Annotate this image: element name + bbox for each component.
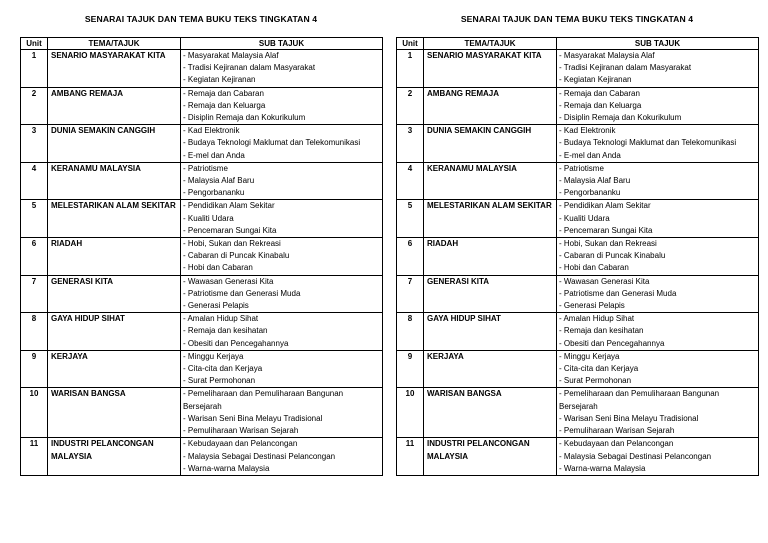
unit-number-cell: 8 — [397, 313, 424, 351]
sub-tajuk-item: - Generasi Pelapis — [559, 301, 625, 311]
sub-tajuk-item: - Remaja dan Cabaran — [183, 88, 264, 98]
sub-tajuk-cell — [557, 87, 759, 125]
sub-tajuk-item: - Budaya Teknologi Maklumat dan Telekomunikasi — [559, 138, 737, 148]
unit-number-cell: 6 — [397, 238, 424, 276]
table-row — [397, 125, 759, 163]
unit-number-cell: 9 — [21, 350, 48, 388]
sub-tajuk-item: - Pendidikan Alam Sekitar — [559, 201, 651, 211]
table-row — [21, 313, 383, 351]
unit-number-cell: 4 — [397, 162, 424, 200]
sub-tajuk-cell — [557, 162, 759, 200]
unit-number-cell: 1 — [397, 50, 424, 88]
page-title: SENARAI TAJUK DAN TEMA BUKU TEKS TINGKATAN 4 — [460, 14, 694, 24]
sub-tajuk-item: - Generasi Pelapis — [183, 301, 249, 311]
sub-tajuk-cell — [557, 438, 759, 476]
sub-tajuk-item: - Malaysia Alaf Baru — [183, 176, 255, 186]
table-row — [397, 50, 759, 88]
tema-cell: GENERASI KITA — [424, 275, 557, 313]
sub-tajuk-item: - Wawasan Generasi Kita — [183, 276, 274, 286]
sub-tajuk-cell — [557, 388, 759, 438]
table-row — [397, 275, 759, 313]
sub-tajuk-item: - Pengorbananku — [559, 188, 621, 198]
sub-tajuk-item: - Kegiatan Kejiranan — [559, 75, 632, 85]
page-title: SENARAI TAJUK DAN TEMA BUKU TEKS TINGKATAN 4 — [84, 14, 318, 24]
table-row — [397, 350, 759, 388]
tema-cell: SENARIO MASYARAKAT KITA — [424, 50, 557, 88]
sub-tajuk-item: - Pengorbananku — [183, 188, 245, 198]
table-row — [21, 87, 383, 125]
tema-cell: KERANAMU MALAYSIA — [48, 162, 181, 200]
unit-number-cell: 8 — [21, 313, 48, 351]
table-header-row — [21, 38, 383, 50]
unit-number-cell: 2 — [397, 87, 424, 125]
unit-number-cell: 5 — [397, 200, 424, 238]
sub-tajuk-cell — [557, 313, 759, 351]
sub-tajuk-cell — [557, 50, 759, 88]
tema-cell: WARISAN BANGSA — [424, 388, 557, 438]
sub-tajuk-item: - Masyarakat Malaysia Alaf — [559, 51, 655, 60]
sub-tajuk-item: - Pencemaran Sungai Kita — [559, 225, 653, 235]
sub-tajuk-item: - Budaya Teknologi Maklumat dan Telekomunikasi — [183, 138, 361, 148]
sub-tajuk-cell — [557, 238, 759, 276]
sub-tajuk-item: - Malaysia Alaf Baru — [559, 176, 631, 186]
sub-tajuk-item: - Pemuliharaan Warisan Sejarah — [559, 426, 675, 436]
sub-tajuk-item: - Remaja dan kesihatan — [183, 326, 268, 336]
tema-cell: RIADAH — [424, 238, 557, 276]
sub-tajuk-item: - Warna-warna Malaysia — [559, 463, 646, 473]
sub-tajuk-cell — [181, 238, 383, 276]
unit-number-cell: 10 — [21, 388, 48, 438]
sub-tajuk-cell — [181, 388, 383, 438]
tema-cell: GAYA HIDUP SIHAT — [424, 313, 557, 351]
sub-tajuk-item: - Cita-cita dan Kerjaya — [559, 364, 639, 374]
sub-tajuk-cell — [557, 275, 759, 313]
unit-column-header: Unit — [397, 38, 424, 50]
sub-tajuk-cell — [557, 200, 759, 238]
table-body — [397, 50, 759, 476]
right-page-panel — [396, 12, 758, 476]
tema-cell: KERJAYA — [48, 350, 181, 388]
unit-number-cell: 9 — [397, 350, 424, 388]
sub-tajuk-item: - Cabaran di Puncak Kinabalu — [559, 251, 666, 261]
table-row — [397, 238, 759, 276]
sub-tajuk-item: - Hobi, Sukan dan Rekreasi — [559, 239, 657, 249]
sub-tajuk-item: - Warisan Seni Bina Melayu Tradisional — [559, 413, 699, 423]
sub-tajuk-item: - Hobi, Sukan dan Rekreasi — [183, 239, 281, 249]
tema-column-header: TEMA/TAJUK — [48, 38, 181, 50]
table-row — [397, 388, 759, 438]
topic-table — [396, 37, 759, 476]
table-row — [21, 125, 383, 163]
sub-tajuk-cell — [181, 350, 383, 388]
sub-tajuk-item: - Obesiti dan Pencegahannya — [183, 338, 289, 348]
sub-tajuk-item: - Patriotisme — [559, 163, 604, 173]
unit-number-cell: 7 — [397, 275, 424, 313]
sub-tajuk-item: - Obesiti dan Pencegahannya — [559, 338, 665, 348]
unit-column-header: Unit — [21, 38, 48, 50]
tema-column-header: TEMA/TAJUK — [424, 38, 557, 50]
sub-tajuk-item: - Warisan Seni Bina Melayu Tradisional — [183, 413, 323, 423]
table-row — [21, 275, 383, 313]
sub-tajuk-cell — [181, 87, 383, 125]
table-row — [21, 162, 383, 200]
unit-number-cell: 5 — [21, 200, 48, 238]
tema-cell: DUNIA SEMAKIN CANGGIH — [48, 125, 181, 163]
tema-cell: GENERASI KITA — [48, 275, 181, 313]
sub-tajuk-item: - Pemuliharaan Warisan Sejarah — [183, 426, 299, 436]
sub-tajuk-item: - Disiplin Remaja dan Kokurikulum — [559, 113, 682, 123]
tema-cell: MELESTARIKAN ALAM SEKITAR — [424, 200, 557, 238]
sub-tajuk-item: - Kebudayaan dan Pelancongan — [183, 439, 298, 449]
unit-number-cell: 10 — [397, 388, 424, 438]
sub-tajuk-cell — [181, 438, 383, 476]
sub-tajuk-item: - Hobi dan Cabaran — [559, 263, 629, 273]
tema-cell: RIADAH — [48, 238, 181, 276]
topic-table — [20, 37, 383, 476]
sub-tajuk-item: - E-mel dan Anda — [559, 150, 621, 160]
table-row — [21, 438, 383, 476]
sub-tajuk-item: - Remaja dan Keluarga — [559, 100, 642, 110]
sub-tajuk-item: - Patriotisme — [183, 163, 228, 173]
table-row — [397, 87, 759, 125]
tema-cell: KERJAYA — [424, 350, 557, 388]
sub-tajuk-cell — [181, 313, 383, 351]
table-header-row — [397, 38, 759, 50]
sub-tajuk-item: - Minggu Kerjaya — [183, 351, 244, 361]
sub-tajuk-item: - Tradisi Kejiranan dalam Masyarakat — [183, 63, 316, 73]
sub-tajuk-cell — [557, 350, 759, 388]
tema-cell: MELESTARIKAN ALAM SEKITAR — [48, 200, 181, 238]
unit-number-cell: 11 — [21, 438, 48, 476]
sub-tajuk-item: - Remaja dan Keluarga — [183, 100, 266, 110]
tema-cell: GAYA HIDUP SIHAT — [48, 313, 181, 351]
tema-cell: DUNIA SEMAKIN CANGGIH — [424, 125, 557, 163]
sub-tajuk-item: - Surat Permohonan — [559, 376, 632, 386]
sub-column-header: SUB TAJUK — [557, 38, 759, 50]
sub-tajuk-item: - Patriotisme dan Generasi Muda — [559, 288, 677, 298]
tema-cell: AMBANG REMAJA — [424, 87, 557, 125]
unit-number-cell: 3 — [397, 125, 424, 163]
tema-cell: INDUSTRI PELANCONGAN MALAYSIA — [424, 438, 557, 476]
table-row — [21, 238, 383, 276]
table-row — [21, 350, 383, 388]
sub-tajuk-cell — [181, 162, 383, 200]
sub-tajuk-item: - Malaysia Sebagai Destinasi Pelancongan — [559, 451, 712, 461]
unit-number-cell: 7 — [21, 275, 48, 313]
sub-tajuk-item: - Malaysia Sebagai Destinasi Pelancongan — [183, 451, 336, 461]
sub-tajuk-item: - Tradisi Kejiranan dalam Masyarakat — [559, 63, 692, 73]
sub-tajuk-item: - Masyarakat Malaysia Alaf — [183, 51, 279, 60]
table-row — [397, 162, 759, 200]
sub-tajuk-cell — [557, 125, 759, 163]
unit-number-cell: 1 — [21, 50, 48, 88]
sub-tajuk-cell — [181, 50, 383, 88]
unit-number-cell: 2 — [21, 87, 48, 125]
tema-cell: WARISAN BANGSA — [48, 388, 181, 438]
sub-tajuk-item: - Cita-cita dan Kerjaya — [183, 364, 263, 374]
tema-cell: INDUSTRI PELANCONGAN MALAYSIA — [48, 438, 181, 476]
sub-tajuk-item: - Hobi dan Cabaran — [183, 263, 253, 273]
left-page-panel — [20, 12, 382, 476]
sub-tajuk-item: - Pendidikan Alam Sekitar — [183, 201, 275, 211]
sub-column-header: SUB TAJUK — [181, 38, 383, 50]
sub-tajuk-item: - Remaja dan kesihatan — [559, 326, 644, 336]
table-row — [397, 313, 759, 351]
table-row — [21, 388, 383, 438]
tema-cell: SENARIO MASYARAKAT KITA — [48, 50, 181, 88]
sub-tajuk-item: - Patriotisme dan Generasi Muda — [183, 288, 301, 298]
sub-tajuk-item: - Surat Permohonan — [183, 376, 256, 386]
sub-tajuk-item: - Kualiti Udara — [183, 213, 234, 223]
sub-tajuk-item: - Disiplin Remaja dan Kokurikulum — [183, 113, 306, 123]
sub-tajuk-item: - Amalan Hidup Sihat — [183, 314, 259, 324]
sub-tajuk-item: - Warna-warna Malaysia — [183, 463, 270, 473]
table-row — [397, 200, 759, 238]
sub-tajuk-item: - Kad Elektronik — [559, 126, 616, 136]
unit-number-cell: 3 — [21, 125, 48, 163]
sub-tajuk-item: - Remaja dan Cabaran — [559, 88, 640, 98]
sub-tajuk-item: - Amalan Hidup Sihat — [559, 314, 635, 324]
tema-cell: KERANAMU MALAYSIA — [424, 162, 557, 200]
tema-cell: AMBANG REMAJA — [48, 87, 181, 125]
unit-number-cell: 4 — [21, 162, 48, 200]
sub-tajuk-item: - E-mel dan Anda — [183, 150, 245, 160]
table-row — [21, 200, 383, 238]
sub-tajuk-item: - Pemeliharaan dan Pemuliharaan Bangunan Bersejarah — [183, 389, 344, 411]
sub-tajuk-item: - Kad Elektronik — [183, 126, 240, 136]
sub-tajuk-item: - Pemeliharaan dan Pemuliharaan Bangunan Bersejarah — [559, 389, 720, 411]
sub-tajuk-cell — [181, 200, 383, 238]
sub-tajuk-item: - Kebudayaan dan Pelancongan — [559, 439, 674, 449]
sub-tajuk-item: - Kualiti Udara — [559, 213, 610, 223]
table-row — [21, 50, 383, 88]
unit-number-cell: 11 — [397, 438, 424, 476]
sub-tajuk-cell — [181, 275, 383, 313]
table-row — [397, 438, 759, 476]
sub-tajuk-item: - Kegiatan Kejiranan — [183, 75, 256, 85]
unit-number-cell: 6 — [21, 238, 48, 276]
sub-tajuk-item: - Minggu Kerjaya — [559, 351, 620, 361]
sub-tajuk-item: - Pencemaran Sungai Kita — [183, 225, 277, 235]
sub-tajuk-cell — [181, 125, 383, 163]
sub-tajuk-item: - Wawasan Generasi Kita — [559, 276, 650, 286]
table-body — [21, 50, 383, 476]
sub-tajuk-item: - Cabaran di Puncak Kinabalu — [183, 251, 290, 261]
